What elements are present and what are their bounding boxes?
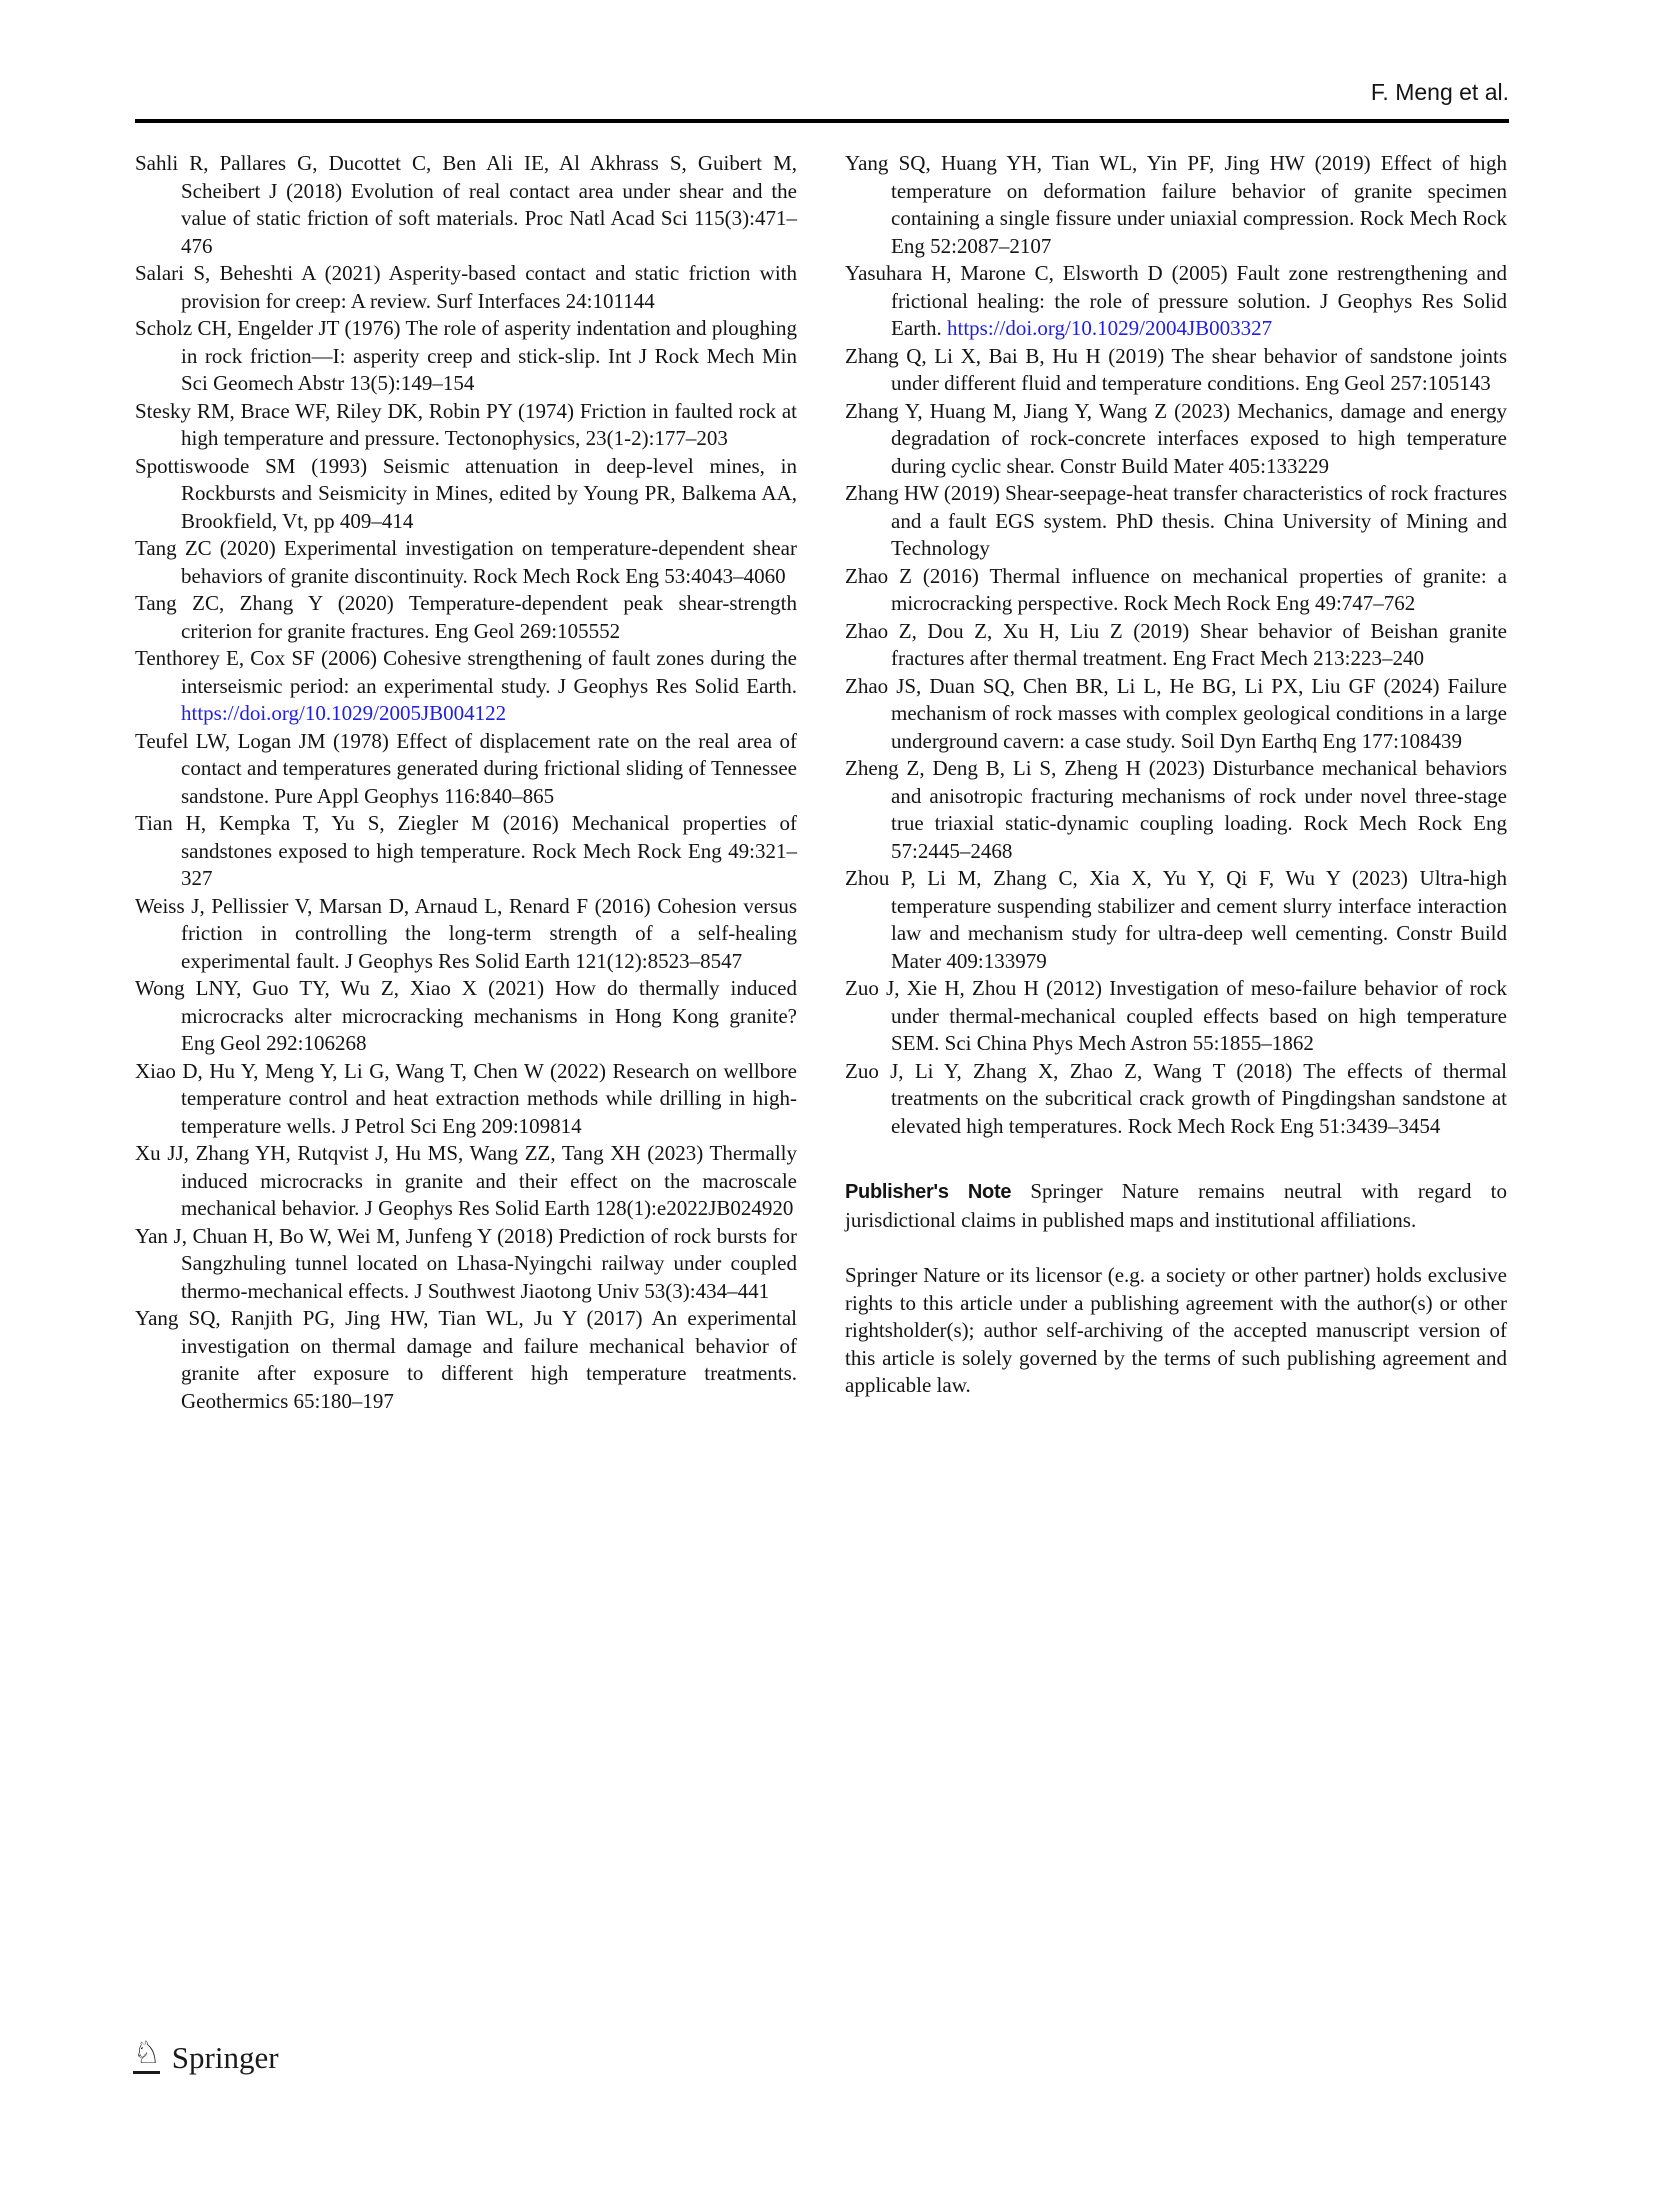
reference-entry: Stesky RM, Brace WF, Riley DK, Robin PY (1974) Friction in faulted rock at high temperature and pressure. Tectonophysics, 23(1-2):177–203 bbox=[135, 398, 797, 450]
springer-knight-icon: ♘ bbox=[133, 2038, 161, 2074]
reference-entry: Yang SQ, Ranjith PG, Jing HW, Tian WL, Ju Y (2017) An experimental investigation on thermal damage and failure mechanical behavior of granite after exposure to different high temperature treatments. Geothermics 65:180–197 bbox=[135, 1306, 797, 1413]
reference-entry: Zhao Z (2016) Thermal influence on mechanical properties of granite: a microcracking perspective. Rock Mech Rock Eng 49:747–762 bbox=[845, 563, 1507, 615]
reference-entry: Teufel LW, Logan JM (1978) Effect of displacement rate on the real area of contact and temperatures generated during frictional sliding of Tennessee sandstone. Pure Appl Geophys 116:840–865 bbox=[135, 728, 797, 808]
running-head-author: F. Meng et al. bbox=[1370, 79, 1509, 105]
reference-entry: Weiss J, Pellissier V, Marsan D, Arnaud L, Renard F (2016) Cohesion versus friction in controlling the long-term strength of a self-healing experimental fault. J Geophys Res Solid Earth 121(12):8523–8547 bbox=[135, 893, 797, 973]
reference-entry: Zhang HW (2019) Shear-seepage-heat transfer characteristics of rock fractures and a fault EGS system. PhD thesis. China University of Mining and Technology bbox=[845, 481, 1507, 560]
references-column-right bbox=[845, 150, 1507, 1400]
doi-link[interactable]: https://doi.org/10.1029/2004JB003327 bbox=[946, 316, 1273, 340]
publisher-note-label: Publisher's Note bbox=[845, 1181, 1012, 1203]
reference-entry: Tang ZC, Zhang Y (2020) Temperature-dependent peak shear-strength criterion for granite fractures. Eng Geol 269:105552 bbox=[135, 591, 797, 643]
springer-logo-text: Springer bbox=[171, 2040, 279, 2075]
reference-entry: Tang ZC (2020) Experimental investigation on temperature-dependent shear behaviors of granite discontinuity. Rock Mech Rock Eng 53:4043–4060 bbox=[135, 536, 797, 588]
reference-entry: Xiao D, Hu Y, Meng Y, Li G, Wang T, Chen W (2022) Research on wellbore temperature control and heat extraction methods while drilling in high-temperature wells. J Petrol Sci Eng 209:109814 bbox=[135, 1058, 797, 1138]
reference-entry: Zheng Z, Deng B, Li S, Zheng H (2023) Disturbance mechanical behaviors and anisotropic fracturing mechanisms of rock under novel three-stage true triaxial static-dynamic coupling loading. Rock Mech Rock Eng 57:2445–2468 bbox=[845, 756, 1507, 863]
reference-entry: Yang SQ, Huang YH, Tian WL, Yin PF, Jing HW (2019) Effect of high temperature on deformation failure behavior of granite specimen containing a single fissure under uniaxial compression. Rock Mech Rock Eng 52:2087–2107 bbox=[845, 151, 1507, 258]
reference-entry: Salari S, Beheshti A (2021) Asperity-based contact and static friction with provision for creep: A review. Surf Interfaces 24:101144 bbox=[135, 261, 797, 313]
reference-entry: Zhou P, Li M, Zhang C, Xia X, Yu Y, Qi F, Wu Y (2023) Ultra-high temperature suspending stabilizer and cement slurry interface interaction law and mechanism study for ultra-deep well cementing. Constr Build Mater 409:133979 bbox=[845, 866, 1507, 973]
reference-entry: Spottiswoode SM (1993) Seismic attenuation in deep-level mines, in Rockbursts and Seismicity in Mines, edited by Young PR, Balkema AA, Brookfield, Vt, pp 409–414 bbox=[135, 453, 797, 533]
reference-entry: Tian H, Kempka T, Yu S, Ziegler M (2016) Mechanical properties of sandstones exposed to high temperature. Rock Mech Rock Eng 49:321–327 bbox=[135, 811, 797, 890]
springer-logo bbox=[133, 2035, 279, 2075]
header-rule bbox=[135, 119, 1509, 123]
reference-entry: Yan J, Chuan H, Bo W, Wei M, Junfeng Y (2018) Prediction of rock bursts for Sangzhuling tunnel located on Lhasa-Nyingchi railway under coupled thermo-mechanical effects. J Southwest Jiaotong Univ 53(3):434–441 bbox=[135, 1223, 797, 1303]
reference-entry: Zhao Z, Dou Z, Xu H, Liu Z (2019) Shear behavior of Beishan granite fractures after thermal treatment. Eng Fract Mech 213:223–240 bbox=[845, 618, 1507, 670]
reference-entry: Zhang Q, Li X, Bai B, Hu H (2019) The shear behavior of sandstone joints under different fluid and temperature conditions. Eng Geol 257:105143 bbox=[845, 343, 1507, 395]
rights-paragraph: Springer Nature or its licensor (e.g. a society or other partner) holds exclusive rights to this article under a publishing agreement with the author(s) or other rightsholder(s); author self-archiving of the accepted manuscript version of this article is solely governed by the terms of such publishing agreement and applicable law. bbox=[845, 1263, 1507, 1397]
references-column-left bbox=[135, 150, 797, 1415]
reference-entry: Scholz CH, Engelder JT (1976) The role of asperity indentation and ploughing in rock friction—I: asperity creep and stick-slip. Int J Rock Mech Min Sci Geomech Abstr 13(5):149–154 bbox=[135, 316, 797, 395]
publisher-note bbox=[845, 1178, 1507, 1234]
reference-entry: Zuo J, Li Y, Zhang X, Zhao Z, Wang T (2018) The effects of thermal treatments on the subcritical crack growth of Pingdingshan sandstone at elevated high temperatures. Rock Mech Rock Eng 51:3439–3454 bbox=[845, 1058, 1507, 1138]
reference-entry: Wong LNY, Guo TY, Wu Z, Xiao X (2021) How do thermally induced microcracks alter microcracking mechanisms in Hong Kong granite? Eng Geol 292:106268 bbox=[135, 976, 797, 1055]
knight-underline bbox=[133, 2071, 160, 2074]
references-right-list bbox=[845, 150, 1507, 1140]
publisher-note-text: Springer Nature remains neutral with regard to jurisdictional claims in published maps and institutional affiliations. bbox=[845, 1179, 1507, 1232]
doi-link[interactable]: https://doi.org/10.1029/2005JB004122 bbox=[181, 701, 507, 725]
reference-entry: Zuo J, Xie H, Zhou H (2012) Investigation of meso-failure behavior of rock under thermal-mechanical coupled effects based on high temperature SEM. Sci China Phys Mech Astron 55:1855–1862 bbox=[845, 976, 1507, 1055]
reference-entry: Zhang Y, Huang M, Jiang Y, Wang Z (2023) Mechanics, damage and energy degradation of rock-concrete interfaces exposed to high temperature during cyclic shear. Constr Build Mater 405:133229 bbox=[845, 398, 1507, 478]
reference-entry: Tenthorey E, Cox SF (2006) Cohesive strengthening of fault zones during the interseismic period: an experimental study. J Geophys Res Solid Earth. https://doi.org/10.1029/2005JB004122 bbox=[135, 646, 797, 725]
reference-entry: Zhao JS, Duan SQ, Chen BR, Li L, He BG, Li PX, Liu GF (2024) Failure mechanism of rock masses with complex geological conditions in a large underground cavern: a case study. Soil Dyn Earthq Eng 177:108439 bbox=[845, 673, 1507, 753]
reference-entry: Sahli R, Pallares G, Ducottet C, Ben Ali IE, Al Akhrass S, Guibert M, Scheibert J (2018) Evolution of real contact area under shear and the value of static friction of soft materials. Proc Natl Acad Sci 115(3):471–476 bbox=[135, 151, 797, 258]
reference-entry: Xu JJ, Zhang YH, Rutqvist J, Hu MS, Wang ZZ, Tang XH (2023) Thermally induced microcracks in granite and their effect on the macroscale mechanical behavior. J Geophys Res Solid Earth 128(1):e2022JB024920 bbox=[135, 1141, 797, 1220]
reference-entry: Yasuhara H, Marone C, Elsworth D (2005) Fault zone restrengthening and frictional healing: the role of pressure solution. J Geophys Res Solid Earth. https://doi.org/10.1029/2004JB003327 bbox=[845, 261, 1507, 340]
